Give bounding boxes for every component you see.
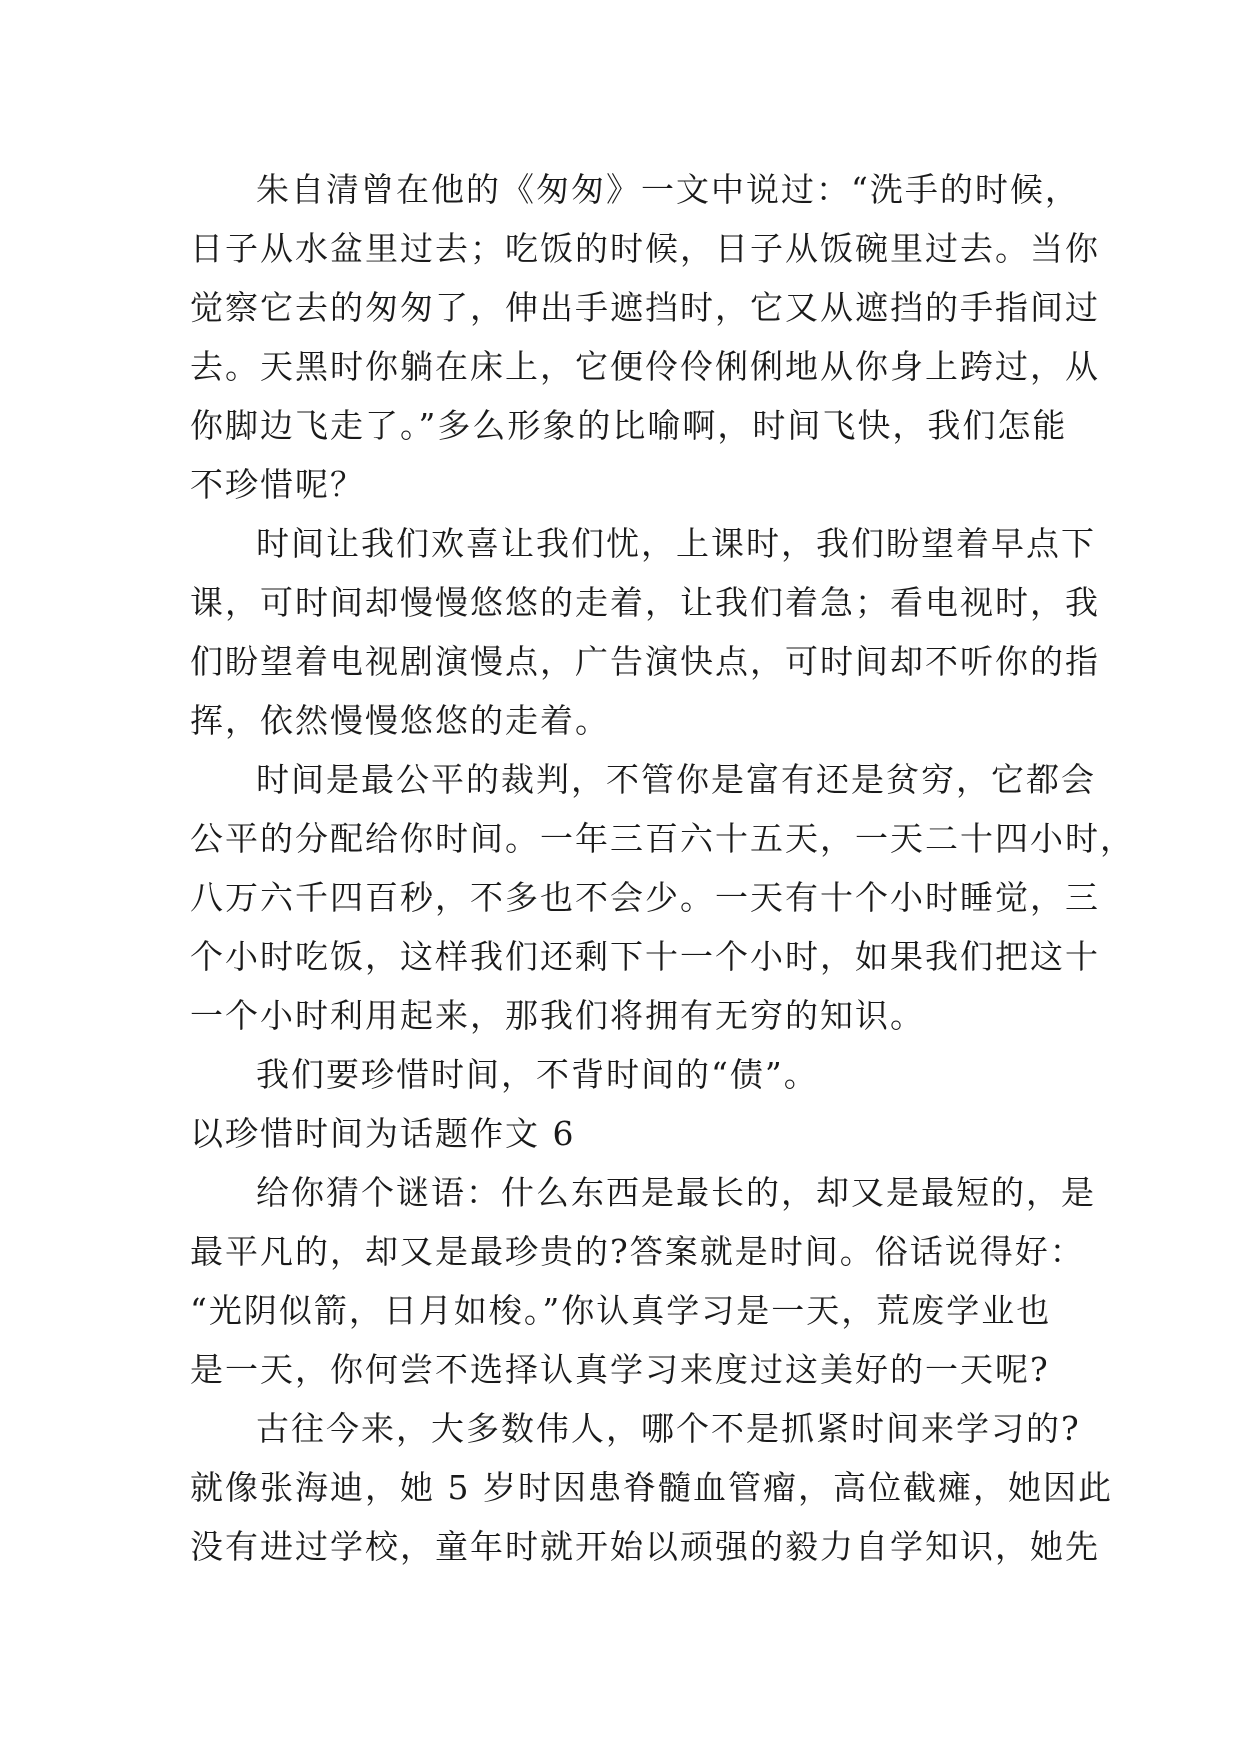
paragraph-5-line-2: 最平凡的，却又是最珍贵的?答案就是时间。俗话说得好： — [190, 1232, 1085, 1271]
paragraph-2-line-4: 挥，依然慢慢悠悠的走着。 — [190, 701, 610, 740]
paragraph-5-line-1: 给你猜个谜语：什么东西是最长的，却又是最短的，是 — [256, 1173, 1096, 1212]
paragraph-1-line-1: 朱自清曾在他的《匆匆》一文中说过：“洗手的时候， — [256, 170, 1080, 209]
paragraph-5-line-4: 是一天，你何尝不选择认真学习来度过这美好的一天呢? — [190, 1350, 1050, 1389]
paragraph-2-line-3: 们盼望着电视剧演慢点，广告演快点，可时间却不听你的指 — [190, 642, 1100, 681]
paragraph-6-line-2: 就像张海迪，她 5 岁时因患脊髓血管瘤，高位截瘫，她因此 — [190, 1468, 1113, 1507]
paragraph-3-line-5: 一个小时利用起来，那我们将拥有无穷的知识。 — [190, 996, 925, 1035]
paragraph-3-line-3: 八万六千四百秒，不多也不会少。一天有十个小时睡觉，三 — [190, 878, 1100, 917]
paragraph-4-line-1: 我们要珍惜时间，不背时间的“债”。 — [256, 1055, 819, 1094]
paragraph-3-line-1: 时间是最公平的裁判，不管你是富有还是贫穷，它都会 — [256, 760, 1096, 799]
paragraph-6-line-1: 古往今来，大多数伟人，哪个不是抓紧时间来学习的? — [256, 1409, 1081, 1448]
section-heading: 以珍惜时间为话题作文 6 — [190, 1114, 576, 1153]
paragraph-3-line-2: 公平的分配给你时间。一年三百六十五天，一天二十四小时， — [190, 819, 1135, 858]
paragraph-2-line-2: 课，可时间却慢慢悠悠的走着，让我们着急；看电视时，我 — [190, 583, 1100, 622]
paragraph-1-line-5: 你脚边飞走了。”多么形象的比喻啊，时间飞快，我们怎能 — [190, 406, 1068, 445]
paragraph-6-line-3: 没有进过学校，童年时就开始以顽强的毅力自学知识，她先 — [190, 1527, 1100, 1566]
paragraph-1-line-3: 觉察它去的匆匆了，伸出手遮挡时，它又从遮挡的手指间过 — [190, 288, 1100, 327]
paragraph-1-line-2: 日子从水盆里过去；吃饭的时候，日子从饭碗里过去。当你 — [190, 229, 1100, 268]
paragraph-3-line-4: 个小时吃饭，这样我们还剩下十一个小时，如果我们把这十 — [190, 937, 1100, 976]
paragraph-2-line-1: 时间让我们欢喜让我们忧，上课时，我们盼望着早点下 — [256, 524, 1096, 563]
paragraph-1-line-6: 不珍惜呢？ — [190, 465, 365, 504]
document-body — [190, 160, 1135, 1576]
paragraph-1-line-4: 去。天黑时你躺在床上，它便伶伶俐俐地从你身上跨过，从 — [190, 347, 1100, 386]
paragraph-5-line-3: “光阴似箭，日月如梭。”你认真学习是一天，荒废学业也 — [190, 1291, 1052, 1330]
